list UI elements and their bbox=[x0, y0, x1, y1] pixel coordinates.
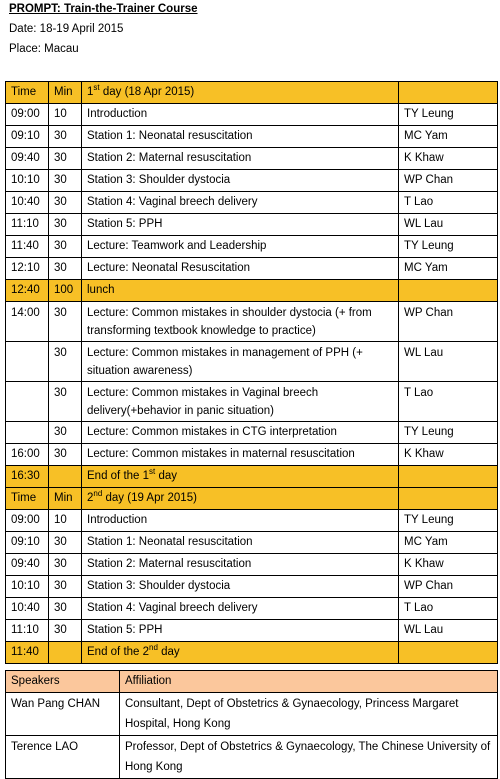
item-cell: Lecture: Teamwork and Leadership bbox=[82, 236, 399, 258]
time-cell: Time bbox=[6, 488, 49, 510]
speaker-name: Wan Pang CHAN bbox=[6, 693, 120, 736]
time-cell: 09:10 bbox=[6, 532, 49, 554]
item-cell: Introduction bbox=[82, 510, 399, 532]
schedule-row bbox=[6, 444, 498, 466]
schedule-row bbox=[6, 236, 498, 258]
min-cell: 30 bbox=[49, 342, 82, 382]
speaker-cell: TY Leung bbox=[399, 236, 498, 258]
ordinal-suffix: st bbox=[149, 467, 156, 477]
speaker-cell: T Lao bbox=[399, 598, 498, 620]
item-cell: lunch bbox=[82, 280, 399, 302]
item-cell: Lecture: Common mistakes in CTG interpretation bbox=[82, 422, 399, 444]
min-cell: 30 bbox=[49, 532, 82, 554]
speaker-cell: WP Chan bbox=[399, 170, 498, 192]
item-cell: Lecture: Neonatal Resuscitation bbox=[82, 258, 399, 280]
time-cell: 12:10 bbox=[6, 258, 49, 280]
page-title: PROMPT: Train-the-Trainer Course bbox=[9, 3, 198, 15]
min-cell: Min bbox=[49, 82, 82, 104]
item-cell: Lecture: Common mistakes in Vaginal breech delivery(+behavior in panic situation) bbox=[82, 382, 399, 422]
schedule-row bbox=[6, 258, 498, 280]
schedule-row bbox=[6, 576, 498, 598]
schedule-row bbox=[6, 422, 498, 444]
item-cell: Station 2: Maternal resuscitation bbox=[82, 148, 399, 170]
speaker-row bbox=[6, 693, 498, 736]
item-cell bbox=[82, 642, 399, 664]
time-cell: 10:40 bbox=[6, 192, 49, 214]
speaker-cell bbox=[399, 280, 498, 302]
item-cell bbox=[82, 488, 399, 510]
schedule-row bbox=[6, 104, 498, 126]
min-cell: 30 bbox=[49, 302, 82, 342]
time-cell: 09:00 bbox=[6, 104, 49, 126]
speakers-header-row bbox=[6, 671, 498, 693]
item-text: End of the 1 bbox=[87, 470, 150, 482]
item-cell: Station 2: Maternal resuscitation bbox=[82, 554, 399, 576]
time-cell: 10:10 bbox=[6, 576, 49, 598]
min-cell: 30 bbox=[49, 620, 82, 642]
item-text: 1 bbox=[87, 86, 94, 98]
min-cell: 30 bbox=[49, 258, 82, 280]
schedule-heading-row bbox=[6, 488, 498, 510]
min-cell: 30 bbox=[49, 170, 82, 192]
speaker-cell: WP Chan bbox=[399, 576, 498, 598]
speaker-cell: WP Chan bbox=[399, 302, 498, 342]
affiliation-header: Affiliation bbox=[120, 671, 498, 693]
schedule-row bbox=[6, 554, 498, 576]
min-cell bbox=[49, 466, 82, 488]
schedule-heading-row bbox=[6, 82, 498, 104]
time-cell: 11:10 bbox=[6, 620, 49, 642]
schedule-table bbox=[5, 81, 498, 664]
item-cell: Station 4: Vaginal breech delivery bbox=[82, 192, 399, 214]
min-cell: 100 bbox=[49, 280, 82, 302]
time-cell: 11:40 bbox=[6, 236, 49, 258]
speaker-affiliation: Consultant, Dept of Obstetrics & Gynaecology, Princess Margaret Hospital, Hong Kong bbox=[120, 693, 498, 736]
item-cell: Lecture: Common mistakes in shoulder dystocia (+ from transforming textbook knowledge to practice) bbox=[82, 302, 399, 342]
min-cell: 10 bbox=[49, 510, 82, 532]
time-cell: 10:10 bbox=[6, 170, 49, 192]
speaker-cell: WL Lau bbox=[399, 342, 498, 382]
item-cell: Station 5: PPH bbox=[82, 620, 399, 642]
item-text: End of the 2 bbox=[87, 646, 150, 658]
min-cell: 30 bbox=[49, 444, 82, 466]
time-cell: 11:40 bbox=[6, 642, 49, 664]
item-text: day bbox=[155, 470, 178, 482]
min-cell: 30 bbox=[49, 126, 82, 148]
time-cell bbox=[6, 382, 49, 422]
time-cell: 09:40 bbox=[6, 148, 49, 170]
time-cell: 16:00 bbox=[6, 444, 49, 466]
ordinal-suffix: st bbox=[93, 83, 100, 93]
time-cell: 09:00 bbox=[6, 510, 49, 532]
course-place: Place: Macau bbox=[9, 43, 79, 55]
speaker-cell: T Lao bbox=[399, 382, 498, 422]
time-cell: 11:10 bbox=[6, 214, 49, 236]
schedule-row bbox=[6, 214, 498, 236]
min-cell: 30 bbox=[49, 554, 82, 576]
item-text: 2 bbox=[87, 492, 94, 504]
item-cell: Station 5: PPH bbox=[82, 214, 399, 236]
speaker-cell: TY Leung bbox=[399, 422, 498, 444]
schedule-row bbox=[6, 148, 498, 170]
min-cell: 30 bbox=[49, 422, 82, 444]
item-text: day (18 Apr 2015) bbox=[99, 86, 195, 98]
item-cell: Station 3: Shoulder dystocia bbox=[82, 170, 399, 192]
item-cell: Station 1: Neonatal resuscitation bbox=[82, 126, 399, 148]
item-cell bbox=[82, 82, 399, 104]
speaker-cell: TY Leung bbox=[399, 104, 498, 126]
time-cell: 09:40 bbox=[6, 554, 49, 576]
course-date: Date: 18-19 April 2015 bbox=[9, 23, 124, 35]
speaker-cell: K Khaw bbox=[399, 444, 498, 466]
time-cell: 16:30 bbox=[6, 466, 49, 488]
item-cell: Station 4: Vaginal breech delivery bbox=[82, 598, 399, 620]
speaker-cell: K Khaw bbox=[399, 148, 498, 170]
speaker-cell bbox=[399, 466, 498, 488]
item-cell: Lecture: Common mistakes in maternal resuscitation bbox=[82, 444, 399, 466]
min-cell: 10 bbox=[49, 104, 82, 126]
speaker-cell bbox=[399, 82, 498, 104]
schedule-row bbox=[6, 302, 498, 342]
time-cell: 10:40 bbox=[6, 598, 49, 620]
schedule-row bbox=[6, 192, 498, 214]
min-cell: 30 bbox=[49, 236, 82, 258]
item-cell: Lecture: Common mistakes in management of PPH (+ situation awareness) bbox=[82, 342, 399, 382]
speaker-cell: K Khaw bbox=[399, 554, 498, 576]
time-cell: 12:40 bbox=[6, 280, 49, 302]
speaker-cell: WL Lau bbox=[399, 214, 498, 236]
speaker-cell bbox=[399, 642, 498, 664]
schedule-heading-row bbox=[6, 280, 498, 302]
min-cell bbox=[49, 642, 82, 664]
speaker-cell: MC Yam bbox=[399, 532, 498, 554]
item-cell: Station 3: Shoulder dystocia bbox=[82, 576, 399, 598]
schedule-row bbox=[6, 170, 498, 192]
time-cell bbox=[6, 422, 49, 444]
speaker-row bbox=[6, 736, 498, 779]
ordinal-suffix: nd bbox=[93, 489, 103, 499]
item-text: day (19 Apr 2015) bbox=[102, 492, 197, 504]
time-cell: 09:10 bbox=[6, 126, 49, 148]
item-text: day bbox=[157, 646, 180, 658]
speakers-header: Speakers bbox=[6, 671, 120, 693]
speaker-cell: WL Lau bbox=[399, 620, 498, 642]
min-cell: 30 bbox=[49, 214, 82, 236]
min-cell: Min bbox=[49, 488, 82, 510]
speaker-name: Terence LAO bbox=[6, 736, 120, 779]
speaker-cell bbox=[399, 488, 498, 510]
ordinal-suffix: nd bbox=[149, 643, 158, 653]
schedule-row bbox=[6, 598, 498, 620]
time-cell: 14:00 bbox=[6, 302, 49, 342]
min-cell: 30 bbox=[49, 148, 82, 170]
schedule-row bbox=[6, 532, 498, 554]
schedule-row bbox=[6, 620, 498, 642]
min-cell: 30 bbox=[49, 576, 82, 598]
item-cell: Station 1: Neonatal resuscitation bbox=[82, 532, 399, 554]
speakers-table bbox=[5, 670, 498, 779]
speaker-cell: MC Yam bbox=[399, 258, 498, 280]
min-cell: 30 bbox=[49, 598, 82, 620]
item-cell: Introduction bbox=[82, 104, 399, 126]
schedule-row bbox=[6, 126, 498, 148]
min-cell: 30 bbox=[49, 382, 82, 422]
schedule-heading-row bbox=[6, 642, 498, 664]
schedule-heading-row bbox=[6, 466, 498, 488]
speaker-affiliation: Professor, Dept of Obstetrics & Gynaecology, The Chinese University of Hong Kong bbox=[120, 736, 498, 779]
time-cell bbox=[6, 342, 49, 382]
speaker-cell: MC Yam bbox=[399, 126, 498, 148]
min-cell: 30 bbox=[49, 192, 82, 214]
schedule-row bbox=[6, 342, 498, 382]
time-cell: Time bbox=[6, 82, 49, 104]
schedule-row bbox=[6, 382, 498, 422]
schedule-row bbox=[6, 510, 498, 532]
speaker-cell: TY Leung bbox=[399, 510, 498, 532]
speaker-cell: T Lao bbox=[399, 192, 498, 214]
item-cell bbox=[82, 466, 399, 488]
